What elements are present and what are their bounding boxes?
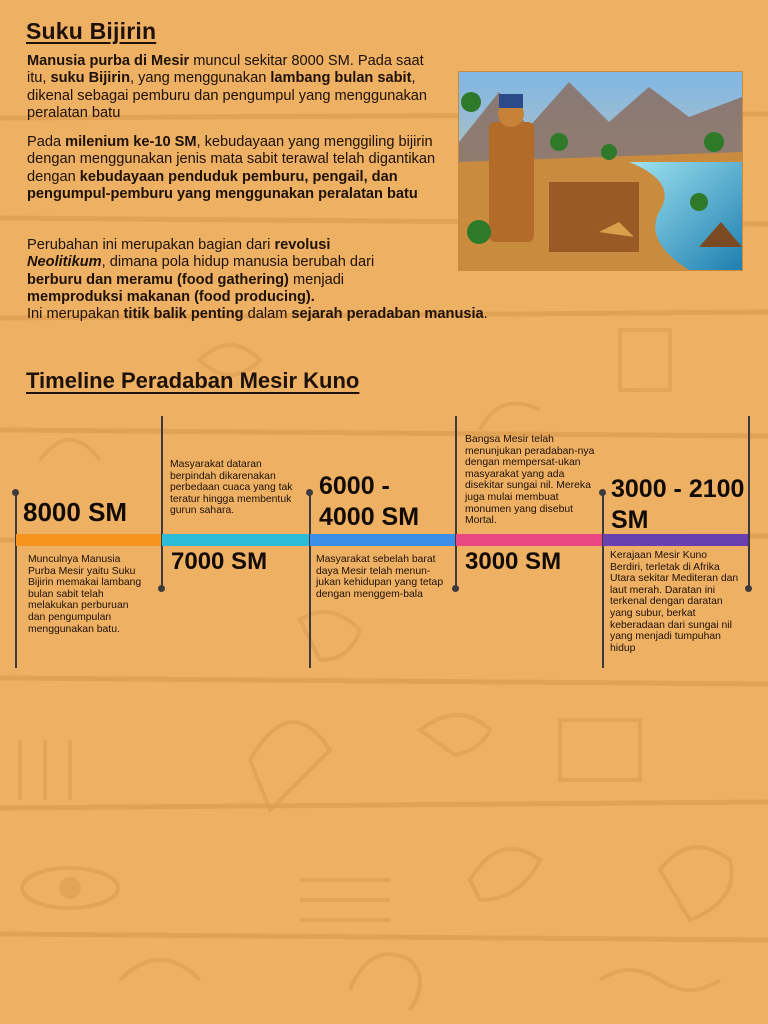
timeline-year-3: 6000 - 4000 SM [319, 472, 420, 531]
timeline-bar-2 [162, 534, 309, 546]
timeline-year-5: 3000 - 2100 SM [611, 475, 745, 534]
timeline-text-1: Munculnya Manusia Purba Mesir yaitu Suku Bijirin memakai lambang bulan sabit telah melakukan perburuan dan pengumpulan menggunakan batu. [28, 554, 142, 635]
bold-kebudayaan: kebudayaan penduduk pemburu, pengail, dan pengumpul-pemburu yang menggunakan peralatan batu [27, 168, 418, 202]
timeline-dot-5 [599, 489, 606, 496]
neolithic-paragraph: Perubahan ini merupakan bagian dari revolusi Neolitikum, dimana pola hidup manusia berubah dari berburu dan meramu (food gathering) menjadi memproduksi makanan (food producing). Ini merupakan titik balik penting dalam sejarah peradaban manusia. [27, 237, 488, 323]
timeline-text-5: Kerajaan Mesir Kuno Berdiri, terletak di Afrika Utara sekitar Mediteran dan laut merah. Daratan ini terkenal dengan daratan yang subur, berkat keberadaan dari sungai nil yang menjadi tumpuhan hidup [610, 550, 739, 654]
timeline-dot-1 [12, 489, 19, 496]
timeline-bar-4 [456, 534, 602, 546]
bold-milenium: milenium ke-10 SM [65, 134, 197, 150]
ancient-egypt-illustration [458, 71, 743, 271]
timeline-dot-2 [158, 585, 165, 592]
timeline-line-4 [455, 416, 457, 590]
section-title-suku-bijirin: Suku Bijirin [26, 18, 157, 44]
timeline-dot-4 [452, 585, 459, 592]
timeline-bar-3 [310, 534, 455, 546]
timeline-dot-3 [306, 489, 313, 496]
bold-manusia-purba: Manusia purba di Mesir [27, 53, 190, 69]
timeline-text-2: Masyarakat dataran berpindah dikarenakan perbedaan cuaca yang tak teratur hingga membentuk gurun sahara. [170, 459, 293, 517]
timeline-text-4: Bangsa Mesir telah menunjukan peradaban-nya dengan mempersat-ukan masyarakat yang ada disekitar sungai nil. Mereka juga mulai membuat monumen yang disebut Mortal. [465, 434, 595, 527]
bold-lambang: lambang bulan sabit [270, 70, 412, 87]
timeline-line-5 [602, 492, 604, 668]
timeline-line-1 [15, 492, 17, 668]
timeline-line-6 [748, 416, 750, 590]
section-title-timeline: Timeline Peradaban Mesir Kuno [26, 368, 360, 393]
bold-suku-bijirin: suku Bijirin [50, 70, 130, 87]
timeline-year-4: 3000 SM [465, 548, 562, 575]
intro-paragraph: Manusia purba di Mesir muncul sekitar 8000 SM. Pada saat itu, suku Bijirin, yang menggunakan lambang bulan sabit, dikenal sebagai pemburu dan pengumpul yang menggunakan peralatan batu [27, 53, 428, 121]
timeline-text-3: Masyarakat sebelah barat daya Mesir telah menun-jukan kehidupan yang tetap dengan menggem-bala [316, 554, 444, 600]
millennium-paragraph: Pada milenium ke-10 SM, kebudayaan yang menggiling bijirin dengan menggunakan jenis mata sabit terawal telah digantikan dengan kebudayaan penduduk pemburu, pengail, dan pengumpul-pemburu yang menggunakan peralatan batu [27, 134, 436, 202]
timeline-line-3 [309, 492, 311, 668]
timeline-year-2: 7000 SM [171, 548, 268, 575]
timeline-bar-1 [16, 534, 161, 546]
timeline-year-1: 8000 SM [23, 497, 128, 527]
timeline-line-2 [161, 416, 163, 590]
timeline-dot-6 [745, 585, 752, 592]
